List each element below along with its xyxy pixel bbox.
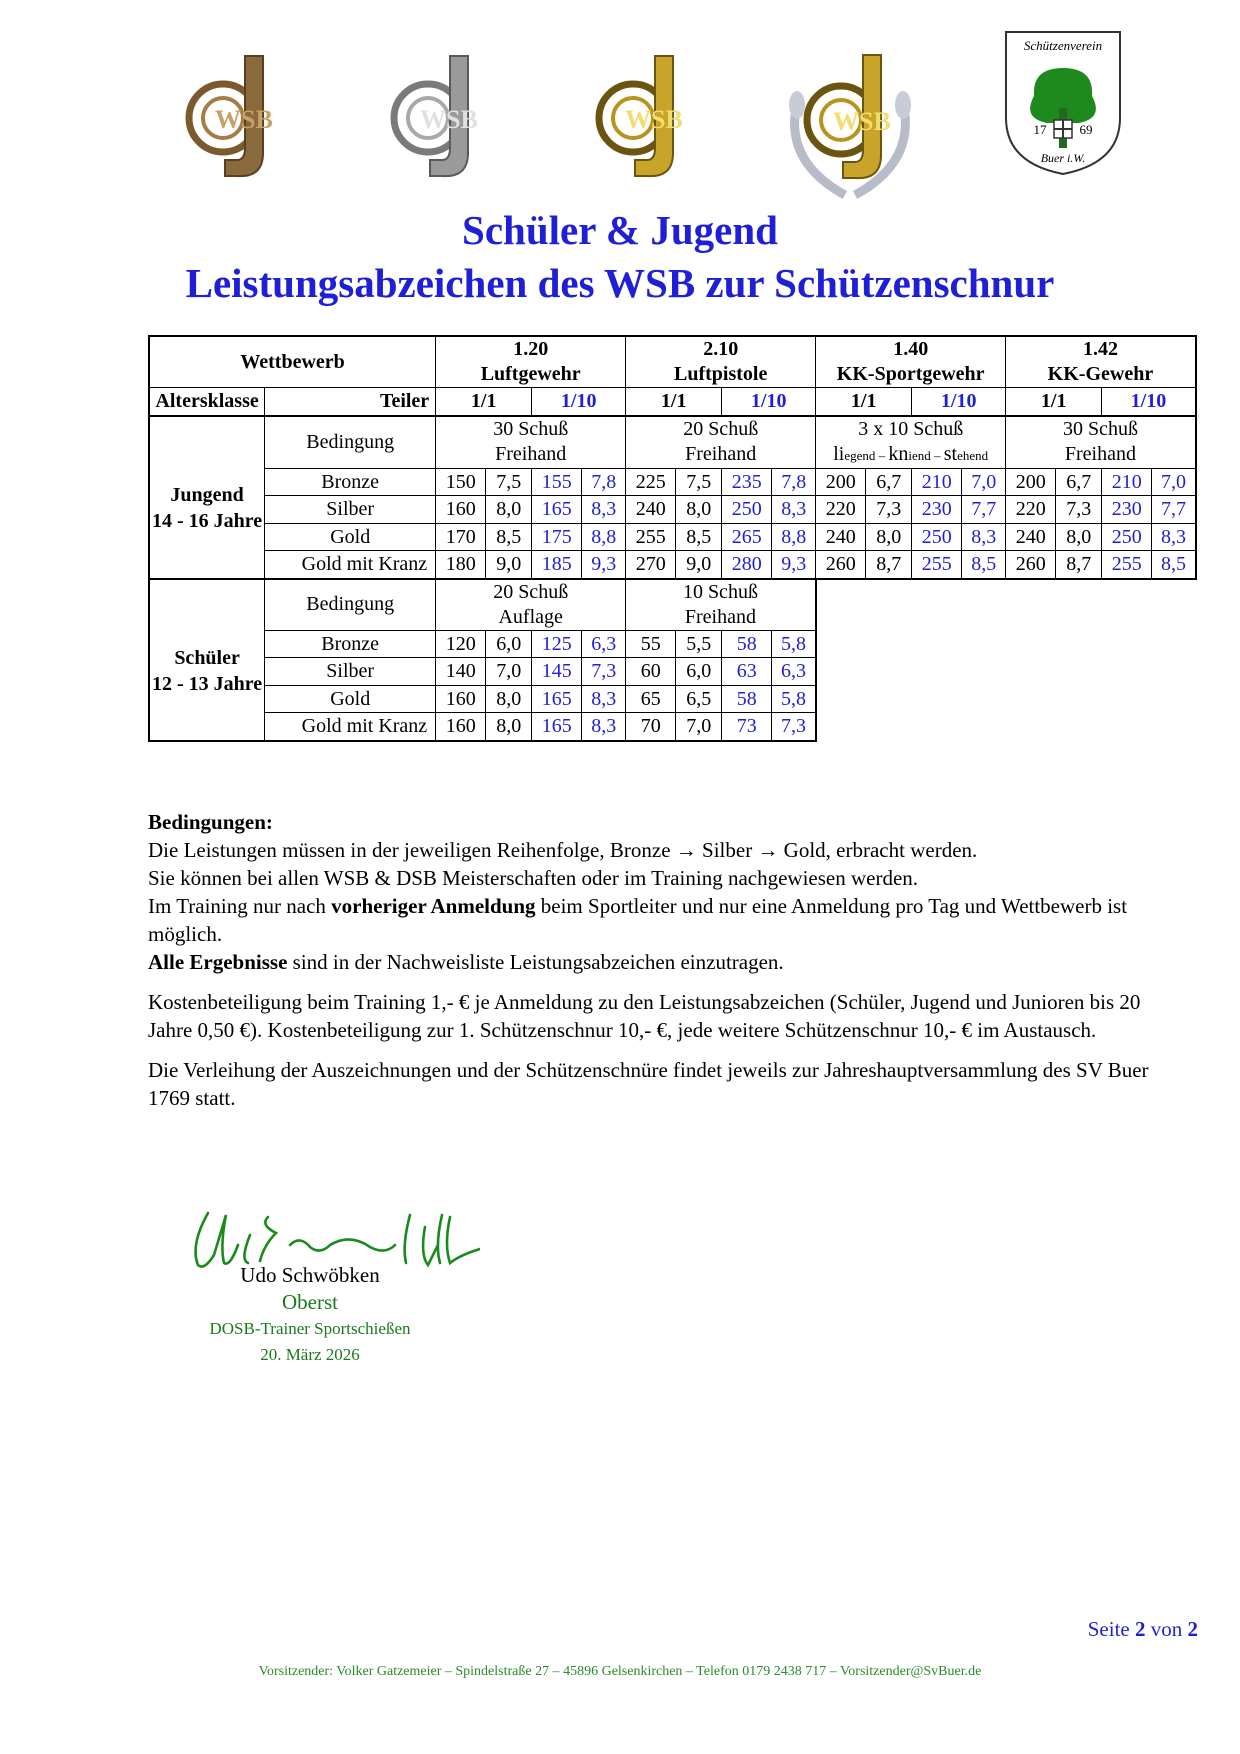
title-line-2: Leistungsabzeichen des WSB zur Schützenschnur [185,260,1055,306]
score-cell: 8,0 [486,713,532,741]
score-cell: 150 [436,468,486,496]
row-label: Gold [265,523,436,551]
score-cell: 270 [626,551,676,579]
score-cell: 140 [436,658,486,686]
condition-line: Sie können bei allen WSB & DSB Meisterschaften oder im Training nachgewiesen werden. [148,866,919,890]
badge-requirements-table: Wettbewerb 1.20 Luftgewehr 2.10 Luftpistole 1.40 KK-Sportgewehr 1.42 KK-Gewehr Altersklasse Teiler 1/1 1/10 1/1 1/10 1/1 1/10 1/1 1/10 Jungend 14 - 16 Jahre Bedingung 30 Schuß Freihand 20 Schuß Freihand 3 x 10 Schuß liegend – kniend – stehend 30 Schuß Freihand Bronze 150 7,5 155 7,8 225 7,5 235 7,8 200 6,7 210 7,0 200 6,7 210 7,0 Silber 160 8,0 165 8,3 240 8,0 250 8,3 220 7,3 230 7,7 220 7,3 230 7,7 Gold 170 8,5 175 8,8 255 8,5 265 8,8 240 8,0 250 8,3 240 8,0 250 8,3 Gold mit Kranz 180 9,0 185 9,3 270 9,0 280 9,3 260 8,7 255 8,5 260 8,7 255 8,5 Schüler 12 - 13 Jahre Bedingung 20 Schuß Auflage 10 Schuß Freihand Bronze 120 6,0 125 6,3 55 5,5 58 5,8 Silber 140 7,0 145 7,3 60 6,0 63 6,3 Gold 160 8,0 165 8,3 65 6,5 58 5,8 Gold mit Kranz 160 8,0 165 8,3 70 7,0 73 7,3 [148,335,1197,742]
svg-text:17: 17 [1033,122,1047,137]
score-cell: 6,0 [676,658,722,686]
svg-text:WSB: WSB [833,107,891,136]
score-cell: 70 [626,713,676,741]
score-cell: 8,0 [676,496,722,524]
page-number: Seite 2 von 2 [1087,1617,1198,1641]
row-label: Bronze [265,468,436,496]
score-cell: 220 [816,496,866,524]
score-cell: 165 [532,713,582,741]
score-cell: 7,8 [772,468,816,496]
table-row [149,551,1196,579]
title-block [0,205,1240,309]
score-cell: 180 [436,551,486,579]
score-cell: 175 [532,523,582,551]
score-cell: 8,8 [772,523,816,551]
row-label: Gold mit Kranz [265,551,436,579]
row-label: Gold mit Kranz [265,713,436,741]
conditions-section [148,808,1178,1112]
score-cell: 6,3 [582,630,626,658]
score-cell: 225 [626,468,676,496]
score-cell: 7,7 [962,496,1006,524]
score-cell: 9,3 [582,551,626,579]
table-row [149,523,1196,551]
condition-cell: 30 Schuß Freihand [1006,416,1196,469]
table-row [149,468,1196,496]
score-cell: 120 [436,630,486,658]
score-cell: 7,0 [676,713,722,741]
club-crest-icon [1002,28,1124,178]
score-cell: 255 [626,523,676,551]
silver-badge-icon [380,48,490,183]
gold-badge-icon [585,48,695,183]
score-cell: 155 [532,468,582,496]
score-cell: 8,3 [582,713,626,741]
score-cell: 240 [1006,523,1056,551]
gold-wreath-badge-icon [775,45,925,210]
score-cell: 7,3 [1056,496,1102,524]
row-label: Gold [265,685,436,713]
table-row [149,630,1196,658]
score-cell: 7,3 [582,658,626,686]
score-cell: 8,7 [866,551,912,579]
score-cell: 8,3 [582,496,626,524]
score-cell: 5,8 [772,685,816,713]
bronze-badge-icon [175,48,285,183]
score-cell: 7,0 [486,658,532,686]
score-cell: 200 [1006,468,1056,496]
score-cell: 9,0 [486,551,532,579]
score-cell: 8,7 [1056,551,1102,579]
jugend-group-label: Jungend 14 - 16 Jahre [149,416,265,579]
condition-cell: 20 Schuß Auflage [436,579,626,631]
score-cell: 160 [436,685,486,713]
score-cell: 7,5 [676,468,722,496]
score-cell: 8,5 [962,551,1006,579]
score-cell: 220 [1006,496,1056,524]
score-cell: 235 [722,468,772,496]
score-cell: 210 [912,468,962,496]
score-cell: 7,3 [866,496,912,524]
score-cell: 230 [1102,496,1152,524]
score-cell: 145 [532,658,582,686]
score-cell: 240 [626,496,676,524]
score-cell: 7,8 [582,468,626,496]
score-cell: 240 [816,523,866,551]
score-cell: 8,8 [582,523,626,551]
condition-line: Alle Ergebnisse sind in der Nachweisliste Leistungsabzeichen einzutragen. [148,950,784,974]
crest-top-text: Schützenverein [1023,38,1103,53]
signer-role: DOSB-Trainer Sportschießen [209,1319,411,1338]
score-cell: 7,0 [1152,468,1196,496]
altersklasse-header: Altersklasse [149,388,265,416]
score-cell: 9,3 [772,551,816,579]
svg-text:Buer i.W.: Buer i.W. [1040,151,1086,165]
table-row [149,713,1196,741]
score-cell: 63 [722,658,772,686]
score-cell: 260 [816,551,866,579]
score-cell: 250 [912,523,962,551]
score-cell: 8,3 [582,685,626,713]
score-cell: 5,5 [676,630,722,658]
row-label: Silber [265,658,436,686]
score-cell: 6,0 [486,630,532,658]
conditions-heading: Bedingungen: [148,810,273,834]
bedingung-label: Bedingung [265,416,436,469]
svg-text:WSB: WSB [420,105,478,134]
svg-text:WSB: WSB [215,105,273,134]
score-cell: 160 [436,496,486,524]
score-cell: 6,7 [1056,468,1102,496]
score-cell: 8,5 [486,523,532,551]
score-cell: 8,3 [772,496,816,524]
cost-paragraph: Kostenbeteiligung beim Training 1,- € je Anmeldung zu den Leistungsabzeichen (Schüler, Jugend und Junioren bis 20 Jahre 0,50 €). Kostenbeteiligung zur 1. Schützenschnur 10,- €, jede weitere Schützenschnur 10,- € im Austausch. [148,990,1141,1042]
score-cell: 58 [722,685,772,713]
svg-text:69: 69 [1079,122,1093,137]
score-cell: 7,3 [772,713,816,741]
signer-name: Udo Schwöbken [240,1263,380,1287]
score-cell: 160 [436,713,486,741]
condition-line: Die Leistungen müssen in der jeweiligen Reihenfolge, Bronze → Silber → Gold, erbracht werden. [148,838,978,862]
score-cell: 73 [722,713,772,741]
svg-text:WSB: WSB [625,105,683,134]
title-line-1: Schüler & Jugend [462,207,778,253]
table-row [149,496,1196,524]
score-cell: 8,5 [676,523,722,551]
score-cell: 265 [722,523,772,551]
discipline-header: 2.10 Luftpistole [626,336,816,388]
score-cell: 8,3 [962,523,1006,551]
signature-block [200,1262,420,1368]
score-cell: 210 [1102,468,1152,496]
score-cell: 255 [912,551,962,579]
signer-rank: Oberst [282,1290,338,1314]
discipline-header: 1.40 KK-Sportgewehr [816,336,1006,388]
score-cell: 8,0 [866,523,912,551]
bedingung-label: Bedingung [265,579,436,631]
score-cell: 250 [722,496,772,524]
score-cell: 125 [532,630,582,658]
discipline-header: 1.20 Luftgewehr [436,336,626,388]
score-cell: 255 [1102,551,1152,579]
score-cell: 7,5 [486,468,532,496]
score-cell: 8,0 [1056,523,1102,551]
condition-cell: 3 x 10 Schuß liegend – kniend – stehend [816,416,1006,469]
score-cell: 280 [722,551,772,579]
row-label: Bronze [265,630,436,658]
condition-cell: 10 Schuß Freihand [626,579,816,631]
score-cell: 8,5 [1152,551,1196,579]
score-cell: 6,7 [866,468,912,496]
footer-contact: Vorsitzender: Volker Gatzemeier – Spindelstraße 27 – 45896 Gelsenkirchen – Telefon 0179 2438 717 – Vorsitzender@SvBuer.de [258,1664,982,1679]
score-cell: 8,0 [486,685,532,713]
score-cell: 8,3 [1152,523,1196,551]
score-cell: 6,3 [772,658,816,686]
score-cell: 260 [1006,551,1056,579]
score-cell: 165 [532,685,582,713]
teiler-header: Teiler [265,388,436,416]
score-cell: 7,0 [962,468,1006,496]
score-cell: 185 [532,551,582,579]
score-cell: 65 [626,685,676,713]
table-row [149,658,1196,686]
score-cell: 55 [626,630,676,658]
score-cell: 250 [1102,523,1152,551]
schueler-group-label: Schüler 12 - 13 Jahre [149,579,265,741]
award-paragraph: Die Verleihung der Auszeichnungen und der Schützenschnüre findet jeweils zur Jahreshauptversammlung des SV Buer 1769 statt. [148,1058,1149,1110]
row-label: Silber [265,496,436,524]
score-cell: 6,5 [676,685,722,713]
score-cell: 200 [816,468,866,496]
discipline-header: 1.42 KK-Gewehr [1006,336,1196,388]
signature-date: 20. März 2026 [260,1345,360,1364]
score-cell: 60 [626,658,676,686]
score-cell: 230 [912,496,962,524]
condition-cell: 20 Schuß Freihand [626,416,816,469]
table-row [149,685,1196,713]
wettbewerb-header: Wettbewerb [149,336,436,388]
condition-cell: 30 Schuß Freihand [436,416,626,469]
score-cell: 165 [532,496,582,524]
condition-line: Im Training nur nach vorheriger Anmeldung beim Sportleiter und nur eine Anmeldung pro Tag und Wettbewerb ist möglich. [148,894,1128,946]
badge-strip [0,0,1240,215]
score-cell: 170 [436,523,486,551]
score-cell: 58 [722,630,772,658]
score-cell: 5,8 [772,630,816,658]
score-cell: 7,7 [1152,496,1196,524]
score-cell: 9,0 [676,551,722,579]
score-cell: 8,0 [486,496,532,524]
